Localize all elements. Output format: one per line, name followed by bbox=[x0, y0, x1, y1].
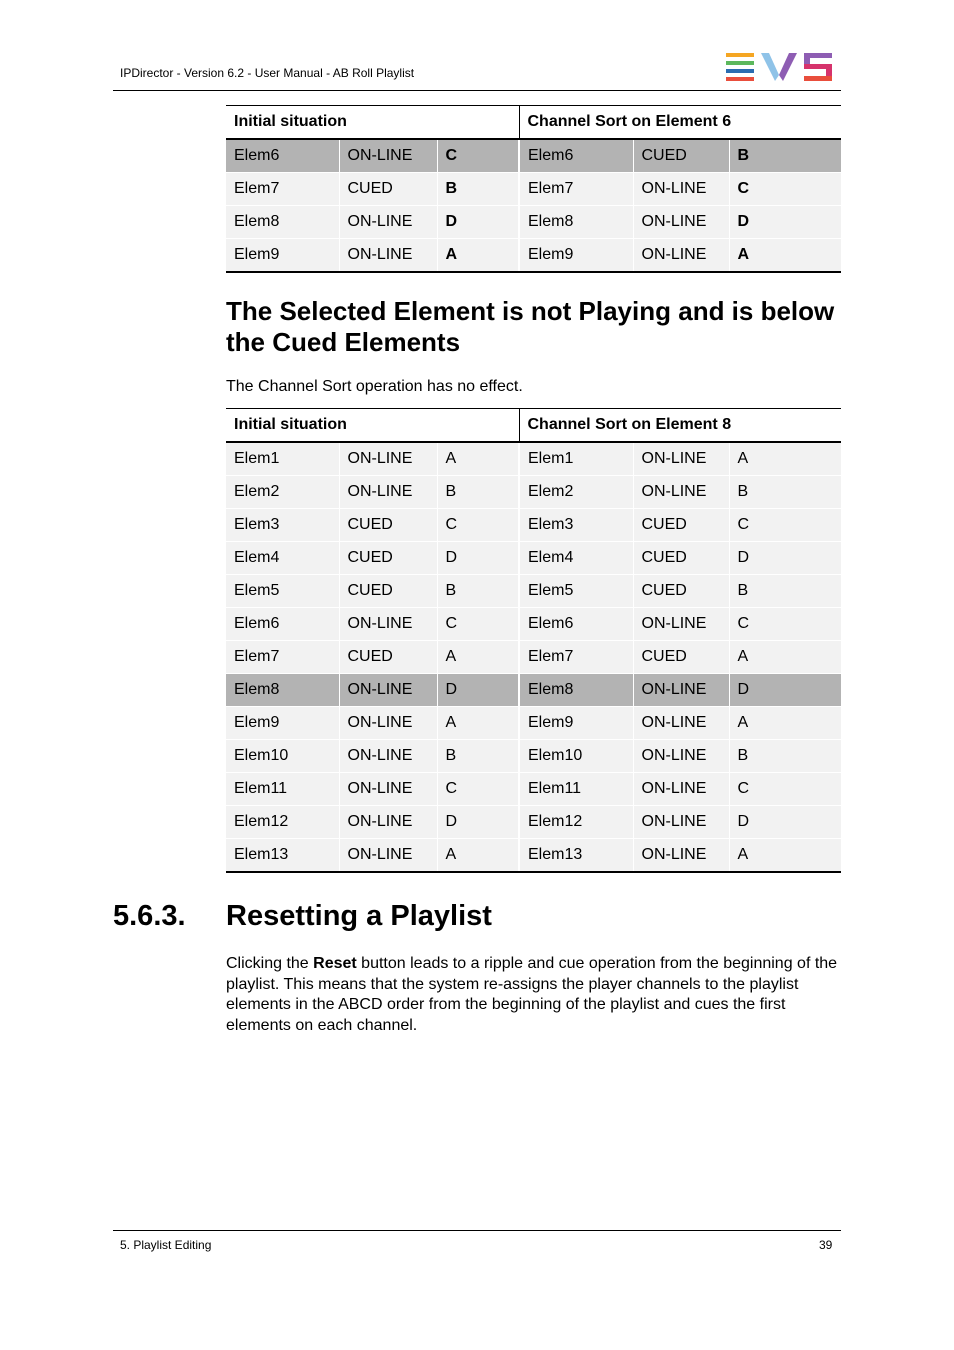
initial-status-cell: ON-LINE bbox=[339, 239, 437, 273]
initial-channel-cell: D bbox=[437, 206, 519, 239]
sorted-element-name-cell: Elem2 bbox=[519, 476, 633, 509]
sorted-status-cell: ON-LINE bbox=[633, 806, 729, 839]
initial-element-name-cell: Elem3 bbox=[226, 509, 339, 542]
initial-channel-cell: C bbox=[437, 608, 519, 641]
sorted-status-cell: CUED bbox=[633, 509, 729, 542]
initial-channel-cell: A bbox=[437, 239, 519, 273]
initial-status-cell: ON-LINE bbox=[339, 839, 437, 873]
initial-status-cell: CUED bbox=[339, 542, 437, 575]
sorted-channel-cell: C bbox=[729, 608, 841, 641]
initial-channel-cell: A bbox=[437, 839, 519, 873]
initial-channel-cell: B bbox=[437, 173, 519, 206]
sorted-status-cell: ON-LINE bbox=[633, 839, 729, 873]
sorted-status-cell: CUED bbox=[633, 641, 729, 674]
table-body bbox=[226, 139, 841, 272]
sorted-status-cell: CUED bbox=[633, 139, 729, 173]
sorted-element-name-cell: Elem8 bbox=[519, 206, 633, 239]
reset-description bbox=[226, 954, 838, 1036]
sorted-status-cell: ON-LINE bbox=[633, 476, 729, 509]
sorted-channel-cell: A bbox=[729, 239, 841, 273]
section-heading: The Selected Element is not Playing and is below the Cued Elements bbox=[226, 296, 835, 357]
sorted-channel-cell: C bbox=[729, 509, 841, 542]
logo-bar-2 bbox=[726, 61, 754, 65]
logo-v-left bbox=[761, 53, 779, 81]
sorted-element-name-cell: Elem7 bbox=[519, 641, 633, 674]
initial-channel-cell: B bbox=[437, 575, 519, 608]
section-title: Resetting a Playlist bbox=[226, 900, 492, 932]
sorted-status-cell: ON-LINE bbox=[633, 707, 729, 740]
table-row bbox=[226, 641, 841, 674]
sorted-element-name-cell: Elem4 bbox=[519, 542, 633, 575]
initial-status-cell: ON-LINE bbox=[339, 740, 437, 773]
sorted-element-name-cell: Elem9 bbox=[519, 707, 633, 740]
sorted-element-name-cell: Elem3 bbox=[519, 509, 633, 542]
initial-element-name-cell: Elem8 bbox=[226, 674, 339, 707]
logo-v-right bbox=[779, 53, 797, 81]
table-row bbox=[226, 839, 841, 873]
para-text-after: button leads to a ripple and cue operation from the beginning of the playlist. This means that the system re-assigns the player channels to the playlist elements in the ABCD order from the beginning of the playlist and cues the first elements on each channel. bbox=[226, 955, 838, 1034]
sorted-status-cell: ON-LINE bbox=[633, 442, 729, 476]
sorted-status-cell: ON-LINE bbox=[633, 740, 729, 773]
initial-element-name-cell: Elem4 bbox=[226, 542, 339, 575]
sorted-element-name-cell: Elem8 bbox=[519, 674, 633, 707]
initial-element-name-cell: Elem9 bbox=[226, 707, 339, 740]
sorted-channel-cell: B bbox=[729, 575, 841, 608]
page-number: 39 bbox=[819, 1238, 833, 1252]
initial-status-cell: CUED bbox=[339, 173, 437, 206]
initial-element-name-cell: Elem10 bbox=[226, 740, 339, 773]
initial-channel-cell: C bbox=[437, 139, 519, 173]
initial-status-cell: ON-LINE bbox=[339, 206, 437, 239]
table-row bbox=[226, 442, 841, 476]
sorted-channel-cell: A bbox=[729, 641, 841, 674]
initial-channel-cell: A bbox=[437, 707, 519, 740]
header-rule bbox=[113, 90, 841, 91]
table-row bbox=[226, 542, 841, 575]
sorted-channel-cell: C bbox=[729, 773, 841, 806]
footer-rule bbox=[113, 1230, 841, 1231]
sorted-channel-cell: D bbox=[729, 674, 841, 707]
sorted-channel-cell: D bbox=[729, 206, 841, 239]
sorted-element-name-cell: Elem13 bbox=[519, 839, 633, 873]
table-row bbox=[226, 575, 841, 608]
sorted-status-cell: CUED bbox=[633, 575, 729, 608]
sorted-element-name-cell: Elem1 bbox=[519, 442, 633, 476]
footer-chapter: 5. Playlist Editing bbox=[120, 1238, 212, 1252]
table-row bbox=[226, 740, 841, 773]
initial-channel-cell: D bbox=[437, 674, 519, 707]
channel-sort-header: Channel Sort on Element 8 bbox=[519, 409, 841, 443]
logo-bar-3 bbox=[726, 69, 754, 73]
initial-element-name-cell: Elem12 bbox=[226, 806, 339, 839]
table-header-row bbox=[226, 409, 841, 443]
sorted-status-cell: ON-LINE bbox=[633, 239, 729, 273]
initial-channel-cell: A bbox=[437, 641, 519, 674]
table-row bbox=[226, 674, 841, 707]
sorted-element-name-cell: Elem12 bbox=[519, 806, 633, 839]
channel-sort-table-element-6 bbox=[226, 105, 841, 273]
logo-bar-1 bbox=[726, 53, 754, 57]
logo-s-bottom bbox=[804, 76, 832, 81]
initial-status-cell: ON-LINE bbox=[339, 806, 437, 839]
sorted-channel-cell: B bbox=[729, 740, 841, 773]
table-row bbox=[226, 773, 841, 806]
table-header-row bbox=[226, 106, 841, 140]
initial-channel-cell: D bbox=[437, 542, 519, 575]
initial-element-name-cell: Elem6 bbox=[226, 139, 339, 173]
sorted-channel-cell: A bbox=[729, 442, 841, 476]
initial-element-name-cell: Elem1 bbox=[226, 442, 339, 476]
sorted-element-name-cell: Elem9 bbox=[519, 239, 633, 273]
sorted-status-cell: ON-LINE bbox=[633, 674, 729, 707]
initial-element-name-cell: Elem7 bbox=[226, 641, 339, 674]
reset-term: Reset bbox=[313, 955, 357, 972]
logo-bar-4 bbox=[726, 77, 754, 81]
initial-element-name-cell: Elem9 bbox=[226, 239, 339, 273]
sorted-channel-cell: B bbox=[729, 139, 841, 173]
evs-logo bbox=[726, 53, 834, 81]
initial-element-name-cell: Elem11 bbox=[226, 773, 339, 806]
sorted-channel-cell: A bbox=[729, 839, 841, 873]
sorted-channel-cell: B bbox=[729, 476, 841, 509]
header-title: IPDirector - Version 6.2 - User Manual - AB Roll Playlist bbox=[120, 66, 415, 80]
initial-status-cell: ON-LINE bbox=[339, 674, 437, 707]
sorted-status-cell: ON-LINE bbox=[633, 173, 729, 206]
initial-element-name-cell: Elem2 bbox=[226, 476, 339, 509]
initial-channel-cell: A bbox=[437, 442, 519, 476]
sorted-element-name-cell: Elem11 bbox=[519, 773, 633, 806]
sorted-status-cell: ON-LINE bbox=[633, 206, 729, 239]
sorted-status-cell: ON-LINE bbox=[633, 608, 729, 641]
initial-status-cell: CUED bbox=[339, 509, 437, 542]
sorted-channel-cell: D bbox=[729, 806, 841, 839]
table-row bbox=[226, 608, 841, 641]
initial-channel-cell: C bbox=[437, 773, 519, 806]
initial-status-cell: CUED bbox=[339, 641, 437, 674]
initial-situation-header: Initial situation bbox=[226, 409, 519, 443]
table-row bbox=[226, 139, 841, 173]
sorted-element-name-cell: Elem5 bbox=[519, 575, 633, 608]
sorted-element-name-cell: Elem10 bbox=[519, 740, 633, 773]
table-row bbox=[226, 509, 841, 542]
section-number: 5.6.3. bbox=[113, 900, 186, 932]
sorted-channel-cell: D bbox=[729, 542, 841, 575]
section-intro: The Channel Sort operation has no effect. bbox=[226, 378, 523, 395]
initial-element-name-cell: Elem8 bbox=[226, 206, 339, 239]
initial-status-cell: CUED bbox=[339, 575, 437, 608]
initial-element-name-cell: Elem5 bbox=[226, 575, 339, 608]
table-row bbox=[226, 173, 841, 206]
initial-status-cell: ON-LINE bbox=[339, 707, 437, 740]
initial-status-cell: ON-LINE bbox=[339, 139, 437, 173]
initial-channel-cell: B bbox=[437, 740, 519, 773]
sorted-element-name-cell: Elem6 bbox=[519, 608, 633, 641]
initial-element-name-cell: Elem13 bbox=[226, 839, 339, 873]
table-row bbox=[226, 707, 841, 740]
para-text-before: Clicking the bbox=[226, 955, 314, 972]
sorted-status-cell: CUED bbox=[633, 542, 729, 575]
table-row bbox=[226, 806, 841, 839]
initial-situation-header: Initial situation bbox=[226, 106, 519, 140]
sorted-channel-cell: C bbox=[729, 173, 841, 206]
initial-status-cell: ON-LINE bbox=[339, 773, 437, 806]
channel-sort-header: Channel Sort on Element 6 bbox=[519, 106, 841, 140]
initial-status-cell: ON-LINE bbox=[339, 608, 437, 641]
channel-sort-table-element-8 bbox=[226, 408, 841, 873]
table-row bbox=[226, 476, 841, 509]
sorted-status-cell: ON-LINE bbox=[633, 773, 729, 806]
sorted-channel-cell: A bbox=[729, 707, 841, 740]
table-row bbox=[226, 206, 841, 239]
table-row bbox=[226, 239, 841, 273]
initial-status-cell: ON-LINE bbox=[339, 442, 437, 476]
initial-element-name-cell: Elem6 bbox=[226, 608, 339, 641]
sorted-element-name-cell: Elem7 bbox=[519, 173, 633, 206]
initial-status-cell: ON-LINE bbox=[339, 476, 437, 509]
initial-channel-cell: D bbox=[437, 806, 519, 839]
initial-channel-cell: B bbox=[437, 476, 519, 509]
initial-channel-cell: C bbox=[437, 509, 519, 542]
table-body bbox=[226, 442, 841, 872]
sorted-element-name-cell: Elem6 bbox=[519, 139, 633, 173]
initial-element-name-cell: Elem7 bbox=[226, 173, 339, 206]
